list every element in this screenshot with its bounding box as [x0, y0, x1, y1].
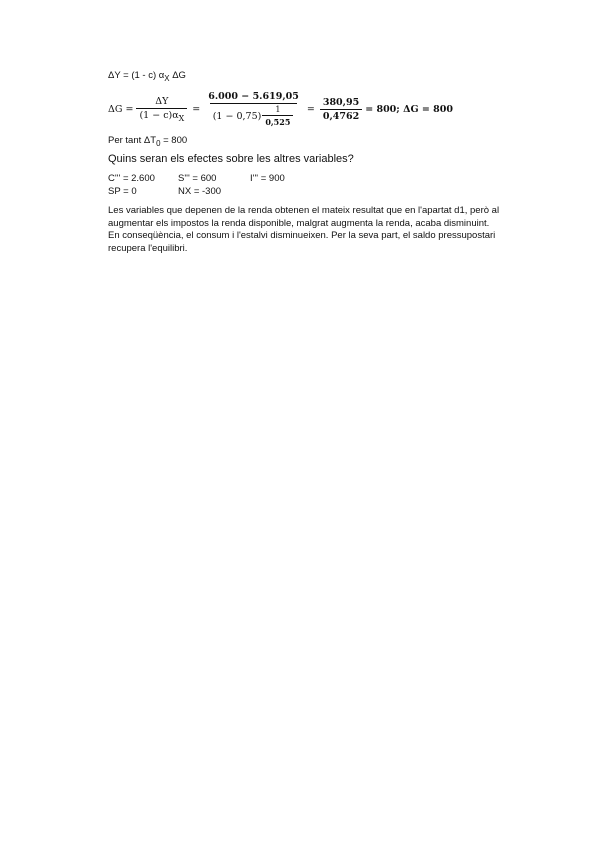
var-consumption: C''' = 2.600: [108, 173, 155, 184]
fraction-1: [136, 96, 187, 123]
variables-row-1: [108, 173, 285, 186]
fraction-2-den-pre: (1 − 0,75): [212, 110, 262, 122]
equation-subscript: X: [164, 73, 170, 83]
fraction-1-den-text: (1 − c)α: [139, 109, 179, 121]
fraction-small: [262, 105, 293, 127]
variables-row-2: [108, 186, 285, 199]
equation-delta-y: [108, 70, 186, 83]
per-tant-line: [108, 135, 187, 148]
fraction-1-numerator: ΔY: [155, 95, 169, 107]
fraction-1-denominator: [136, 108, 187, 123]
equals-sign: =: [192, 103, 201, 115]
equals-sign-2: =: [306, 103, 315, 115]
fraction-3-numerator: 380,95: [322, 96, 360, 108]
fraction-2-denominator: [210, 103, 298, 127]
question-heading: Quins seran els efectes sobre les altres variables?: [108, 153, 354, 165]
equation-tail: ΔG: [169, 70, 186, 81]
fraction-2-den-row: [213, 105, 295, 127]
per-tant-text: Per tant ΔT: [108, 135, 157, 146]
fraction-1-den-sub: X: [178, 113, 185, 123]
fraction-3: [320, 97, 362, 122]
fraction-small-numerator: 1: [275, 105, 281, 114]
per-tant-tail: = 800: [160, 135, 188, 146]
per-tant-subscript: 0: [156, 138, 161, 148]
formula-lhs: ΔG =: [108, 103, 134, 115]
var-net-exports: NX = -300: [178, 186, 222, 197]
fraction-small-denominator: 0,525: [262, 115, 293, 127]
explanation-paragraph: Les variables que depenen de la renda obtenen el mateix resultat que en l'apartat d1, però al augmentar els impostos la renda disponible, malgrat augmenta la renda, acaba disminuint. En conseqüència, el consum i l'estalvi disminueixen. Per la seva part, el saldo pressupostari recupera l'equilibri.: [108, 205, 500, 254]
equation-text: ΔY = (1 - c) α: [108, 70, 165, 81]
variables-block: [108, 173, 285, 199]
fraction-3-denominator: 0,4762: [320, 109, 362, 122]
var-savings: S''' = 600: [178, 173, 217, 184]
fraction-2-numerator: 6.000 − 5.619,05: [208, 91, 299, 102]
formula-delta-g: [108, 88, 453, 130]
var-investment: I''' = 900: [250, 173, 285, 184]
var-public-saving: SP = 0: [108, 186, 137, 197]
formula-result: = 800; ΔG = 800: [365, 103, 453, 115]
fraction-2: [205, 91, 302, 127]
